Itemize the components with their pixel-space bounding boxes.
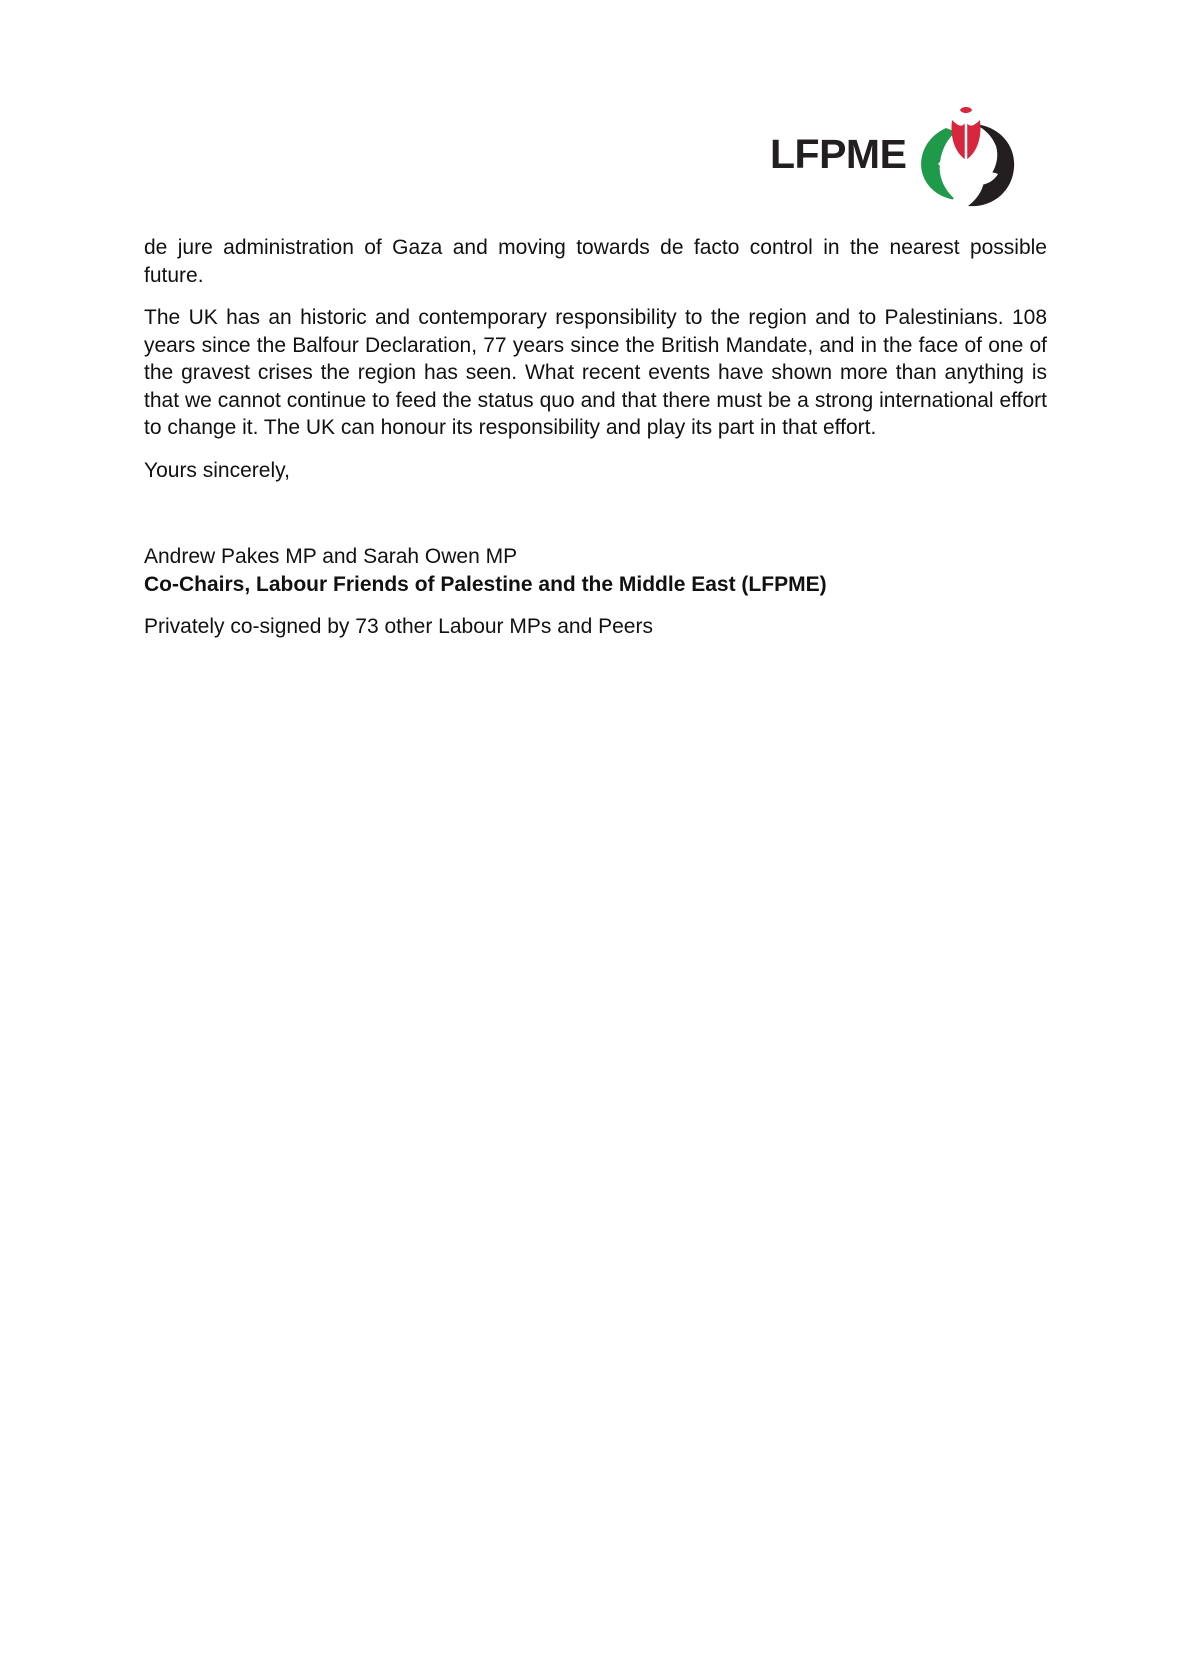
logo-wordmark: LFPME <box>770 131 907 177</box>
closing-salutation: Yours sincerely, <box>144 458 290 482</box>
tulip-rose-icon <box>916 104 1016 208</box>
paragraph-continuation: de jure administration of Gaza and moving towards de facto control in the nearest possible future. <box>144 236 1047 287</box>
signature-space <box>144 484 1047 543</box>
signatory-role: Co-Chairs, Labour Friends of Palestine and the Middle East (LFPME) <box>144 572 827 596</box>
cosign-note: Privately co-signed by 73 other Labour MPs and Peers <box>144 615 653 638</box>
paragraph-uk-responsibility: The UK has an historic and contemporary responsibility to the region and to Palestinians. 108 years since the Balfour Declaration, 77 years since the British Mandate, and in the face of one of the gravest crises the region has seen. What recent events have shown more than anything is that we cannot continue to feed the status quo and that there must be a strong international effort to change it. The UK can honour its responsibility and play its part in that effort. <box>144 306 1047 439</box>
lfpme-logo <box>770 104 1016 208</box>
signatory-names: Andrew Pakes MP and Sarah Owen MP <box>144 545 518 568</box>
letter-body <box>144 234 1047 641</box>
